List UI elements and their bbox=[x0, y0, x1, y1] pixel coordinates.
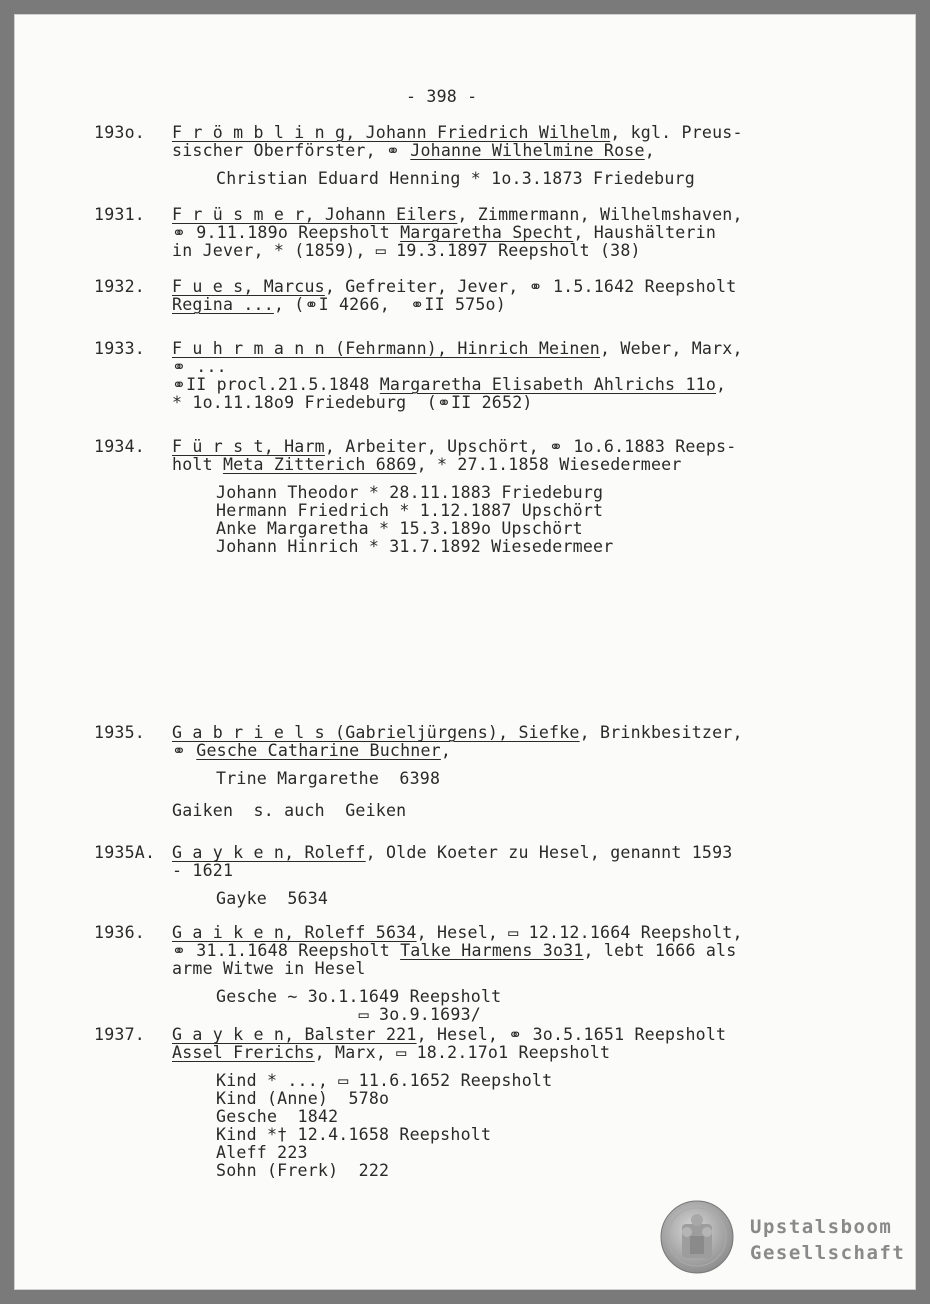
underlined-name: G a y k e n, Roleff bbox=[172, 843, 366, 862]
entry-number: 1937. bbox=[94, 1025, 145, 1044]
entry-text: ⚭ ... bbox=[172, 357, 227, 376]
underlined-name: F r ö m b l i n g, Johann Friedrich Wilhelm bbox=[172, 123, 611, 142]
page-number: - 398 - bbox=[406, 87, 478, 106]
entry-line bbox=[172, 394, 533, 412]
entry-text: , Arbeiter, Upschört, ⚭ 1o.6.1883 Reeps- bbox=[324, 437, 737, 456]
entry-text: , bbox=[716, 375, 727, 394]
entry-text: , Gefreiter, Jever, ⚭ 1.5.1642 Reepsholt bbox=[324, 277, 737, 296]
entry-line bbox=[172, 456, 682, 474]
entry-line bbox=[172, 924, 743, 942]
entry-text: , Olde Koeter zu Hesel, genannt 1593 bbox=[365, 843, 733, 862]
entry-line bbox=[172, 1044, 610, 1062]
underlined-name: Talke Harmens 3o31 bbox=[400, 941, 584, 960]
entry-line bbox=[172, 278, 736, 296]
child-line: Sohn (Frerk) 222 bbox=[216, 1161, 390, 1180]
entry-number: 1936. bbox=[94, 923, 145, 942]
entry-text: ⚭ 9.11.189o Reepsholt bbox=[172, 223, 401, 242]
entry-line bbox=[172, 206, 743, 224]
entry-number: 1935. bbox=[94, 723, 145, 742]
entry-text: , Hesel, ▭ 12.12.1664 Reepsholt, bbox=[416, 923, 743, 942]
underlined-name: Meta Zitterich 6869 bbox=[222, 455, 417, 474]
entry-line bbox=[172, 724, 743, 742]
underlined-name: Regina ... bbox=[172, 295, 274, 314]
underlined-name: G a b r i e l s (Gabrieljürgens), Siefke bbox=[172, 723, 580, 742]
entry-text: , Brinkbesitzer, bbox=[579, 723, 743, 742]
entry-line bbox=[172, 438, 736, 456]
entry-number: 1935A. bbox=[94, 843, 156, 862]
entry-line bbox=[172, 142, 655, 160]
underlined-name: F ü r s t, Harm bbox=[172, 437, 325, 456]
entry-text: , Hesel, ⚭ 3o.5.1651 Reepsholt bbox=[416, 1025, 727, 1044]
entry-line bbox=[172, 224, 716, 242]
entry-text: Gaiken s. auch Geiken bbox=[172, 801, 407, 820]
underlined-name: Margaretha Specht bbox=[400, 223, 574, 242]
entry-line bbox=[172, 802, 406, 820]
entry-line bbox=[172, 296, 506, 314]
entry-text: , Weber, Marx, bbox=[600, 339, 743, 358]
child-line: Hermann Friedrich * 1.12.1887 Upschört bbox=[216, 501, 604, 520]
entry-text: , kgl. Preus- bbox=[610, 123, 743, 142]
entry-text: * 1o.11.18o9 Friedeburg (⚭II 2652) bbox=[172, 393, 533, 412]
underlined-name: Gesche Catharine Buchner bbox=[196, 741, 441, 760]
child-line: Anke Margaretha * 15.3.189o Upschört bbox=[216, 519, 583, 538]
underlined-name: Johanne Wilhelmine Rose bbox=[410, 141, 645, 160]
entry-text: , bbox=[644, 141, 655, 160]
entry-text: ⚭II procl.21.5.1848 bbox=[172, 375, 380, 394]
child-line: ▭ 3o.9.1693/ bbox=[216, 1005, 481, 1024]
entry-text: , Zimmermann, Wilhelmshaven, bbox=[457, 205, 743, 224]
child-line: Johann Hinrich * 31.7.1892 Wiesedermeer bbox=[216, 537, 614, 556]
entry-text: , (⚭I 4266, ⚭II 575o) bbox=[273, 295, 506, 314]
document-page bbox=[14, 14, 916, 1290]
entry-line bbox=[172, 358, 227, 376]
entry-number: 1931. bbox=[94, 205, 145, 224]
underlined-name: G a y k e n, Balster 221 bbox=[172, 1025, 417, 1044]
entry-text: - 1621 bbox=[172, 861, 234, 880]
entry-line bbox=[172, 862, 233, 880]
entry-text: , * 27.1.1858 Wiesedermeer bbox=[416, 455, 682, 474]
watermark-line1: Upstalsboom bbox=[750, 1216, 893, 1238]
underlined-name: Margaretha Elisabeth Ahlrichs 11o bbox=[379, 375, 717, 394]
entry-line bbox=[172, 942, 736, 960]
entry-number: 1934. bbox=[94, 437, 145, 456]
child-line: Kind (Anne) 578o bbox=[216, 1089, 390, 1108]
entry-line bbox=[172, 1026, 726, 1044]
child-line: Aleff 223 bbox=[216, 1143, 308, 1162]
entry-number: 1933. bbox=[94, 339, 145, 358]
underlined-name: F r ü s m e r, Johann Eilers bbox=[172, 205, 458, 224]
entry-number: 193o. bbox=[94, 123, 145, 142]
entry-text: , bbox=[440, 741, 452, 760]
entry-line bbox=[172, 844, 732, 862]
underlined-name: Assel Frerichs bbox=[172, 1043, 315, 1062]
entry-text: ⚭ 31.1.1648 Reepsholt bbox=[172, 941, 401, 960]
entry-line bbox=[172, 376, 726, 394]
watermark-line2: Gesellschaft bbox=[750, 1242, 906, 1264]
child-line: Gayke 5634 bbox=[216, 889, 329, 908]
seal-logo bbox=[660, 1200, 734, 1274]
entry-text: arme Witwe in Hesel bbox=[172, 959, 366, 978]
entry-text: , Haushälterin bbox=[573, 223, 717, 242]
child-line: Gesche 1842 bbox=[216, 1107, 339, 1126]
underlined-name: F u e s, Marcus bbox=[172, 277, 325, 296]
entry-text: ⚭ bbox=[172, 741, 197, 760]
entry-line bbox=[172, 242, 641, 260]
entry-text: , Marx, ▭ 18.2.17o1 Reepsholt bbox=[314, 1043, 611, 1062]
child-line: Kind *† 12.4.1658 Reepsholt bbox=[216, 1125, 492, 1144]
underlined-name: G a i k e n, Roleff 5634 bbox=[172, 923, 417, 942]
entry-line bbox=[172, 340, 743, 358]
entry-text: sischer Oberförster, ⚭ bbox=[172, 141, 411, 160]
child-line: Gesche ~ 3o.1.1649 Reepsholt bbox=[216, 987, 502, 1006]
entry-text: holt bbox=[172, 455, 223, 474]
underlined-name: F u h r m a n n (Fehrmann), Hinrich Meinen bbox=[172, 339, 600, 358]
entry-text: , lebt 1666 als bbox=[583, 941, 737, 960]
child-line: Christian Eduard Henning * 1o.3.1873 Friedeburg bbox=[216, 169, 695, 188]
entry-text: in Jever, * (1859), ▭ 19.3.1897 Reepsholt (38) bbox=[172, 241, 641, 260]
entry-line bbox=[172, 960, 366, 978]
entry-line bbox=[172, 742, 451, 760]
entry-line bbox=[172, 124, 743, 142]
entry-number: 1932. bbox=[94, 277, 145, 296]
child-line: Kind * ..., ▭ 11.6.1652 Reepsholt bbox=[216, 1071, 553, 1090]
child-line: Trine Margarethe 6398 bbox=[216, 769, 441, 788]
child-line: Johann Theodor * 28.11.1883 Friedeburg bbox=[216, 483, 604, 502]
